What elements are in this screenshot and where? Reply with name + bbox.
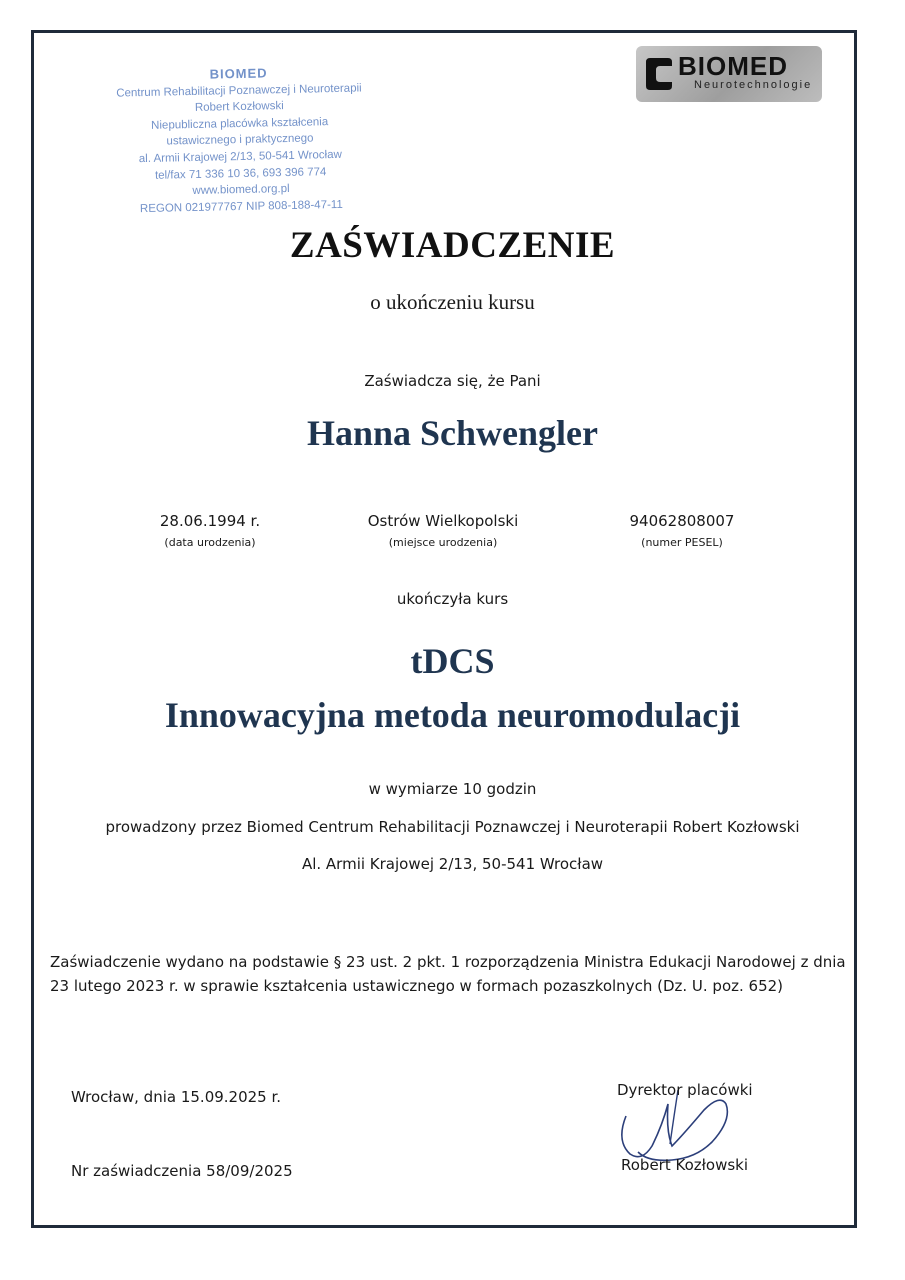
pesel-label: (numer PESEL) bbox=[641, 536, 723, 549]
stamp-line: tel/fax 71 336 10 36, 693 396 774 bbox=[154, 165, 327, 182]
stamp-line: al. Armii Krajowej 2/13, 50-541 Wrocław bbox=[138, 148, 342, 166]
biomed-logo bbox=[636, 46, 822, 102]
recipient-name: Hanna Schwengler bbox=[306, 413, 599, 453]
pesel-number: 94062808007 bbox=[629, 512, 735, 530]
stamp-line: BIOMED bbox=[209, 65, 268, 82]
birth-place: Ostrów Wielkopolski bbox=[367, 512, 519, 530]
pesel-block bbox=[582, 512, 782, 549]
stamp-line: REGON 021977767 NIP 808-188-47-11 bbox=[139, 198, 343, 215]
course-organizer: prowadzony przez Biomed Centrum Rehabilitacji Poznawczej i Neuroterapii Robert Kozłowski bbox=[105, 818, 800, 836]
stamp-line: Niepubliczna placówka kształcenia bbox=[150, 115, 329, 132]
birth-date: 28.06.1994 r. bbox=[159, 512, 261, 530]
logo-brand: BIOMED bbox=[678, 51, 788, 81]
completed-text: ukończyła kurs bbox=[396, 590, 509, 608]
birth-place-block bbox=[343, 512, 543, 549]
director-title: Dyrektor placówki bbox=[617, 1081, 753, 1099]
legal-basis: Zaświadczenie wydano na podstawie § 23 ust. 2 pkt. 1 rozporządzenia Ministra Edukacji Narodowej z dnia 23 lutego 2023 r. w sprawie kształcenia ustawicznego w formach pozaszkolnych (Dz. U. poz. 652) bbox=[50, 953, 846, 995]
stamp-line: ustawicznego i praktycznego bbox=[166, 132, 314, 148]
logo-subtitle: Neurotechnologie bbox=[694, 79, 813, 91]
place-and-date: Wrocław, dnia 15.09.2025 r. bbox=[71, 1088, 282, 1106]
stamp-line: Robert Kozłowski bbox=[194, 100, 284, 115]
institution-stamp bbox=[68, 62, 411, 218]
course-hours: w wymiarze 10 godzin bbox=[368, 780, 537, 798]
birth-place-label: (miejsce urodzenia) bbox=[388, 536, 498, 549]
biomed-logo-icon bbox=[644, 56, 674, 92]
director-name: Robert Kozłowski bbox=[621, 1156, 749, 1174]
birth-date-block bbox=[110, 512, 310, 549]
course-name-line1: tDCS bbox=[410, 641, 495, 681]
intro-text: Zaświadcza się, że Pani bbox=[364, 372, 541, 390]
document-title: ZAŚWIADCZENIE bbox=[289, 225, 616, 266]
stamp-line: Centrum Rehabilitacji Poznawczej i Neuroterapii bbox=[116, 82, 362, 100]
stamp-line: www.biomed.org.pl bbox=[192, 183, 290, 198]
document-subtitle: o ukończeniu kursu bbox=[370, 290, 535, 314]
course-name-line2: Innowacyjna metoda neuromodulacji bbox=[164, 695, 741, 735]
birth-date-label: (data urodzenia) bbox=[164, 536, 256, 549]
organizer-address: Al. Armii Krajowej 2/13, 50-541 Wrocław bbox=[301, 855, 604, 873]
certificate-number: Nr zaświadczenia 58/09/2025 bbox=[71, 1162, 293, 1180]
